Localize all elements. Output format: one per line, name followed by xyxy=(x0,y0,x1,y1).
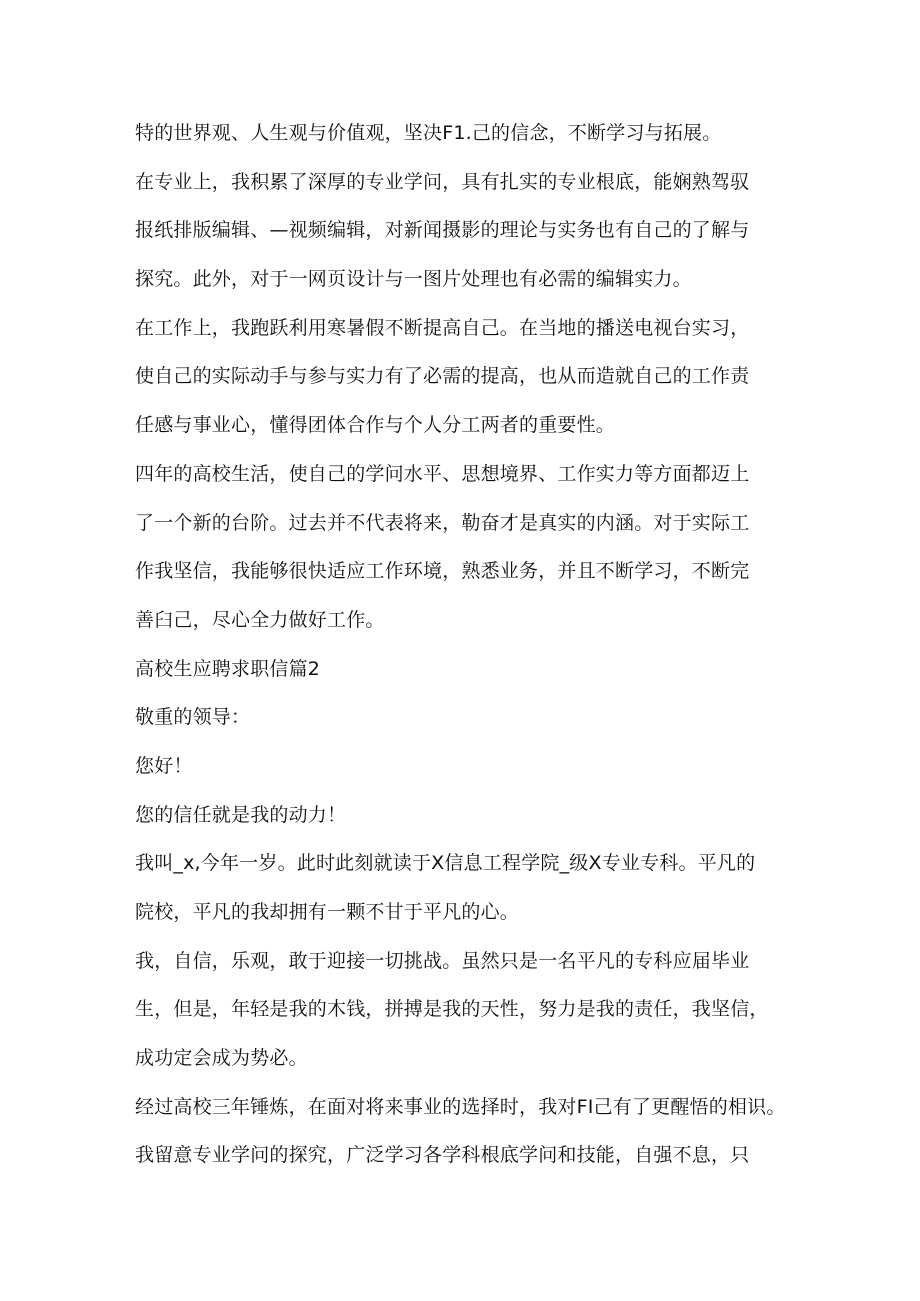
text-line: 院校，平凡的我却拥有一颗不甘于平凡的心。 xyxy=(135,901,520,923)
text-line: 您的信任就是我的动力！ xyxy=(135,803,347,826)
text-line: 报纸排版编辑、—视频编辑，对新闻摄影的理论与实务也有自己的了解与 xyxy=(135,219,750,242)
text-line: 使自己的实际动手与参与实力有了必需的提高，也从而造就自己的工作责 xyxy=(135,365,750,388)
text-line: 探究。此外，对于一网页设计与一图片处理也有必需的编辑实力。 xyxy=(135,268,692,291)
text-line: 善臼己，尽心全力做好工作。 xyxy=(135,608,385,631)
document-body xyxy=(135,113,800,1184)
text-line: 生，但是，年轻是我的木钱，拼搏是我的天性，努力是我的责任，我坚信， xyxy=(135,998,769,1021)
text-line: 经过高校三年锤炼，在面对将来事业的选择时，我对FI己有了更醒悟的相识。 xyxy=(135,1095,786,1118)
text-line: 作我坚信，我能够很快适应工作环境，熟悉业务，并且不断学习，不断完 xyxy=(135,560,750,583)
text-line: 四年的高校生活，使自己的学问水平、思想境界、工作实力等方面都迈上 xyxy=(135,462,750,485)
text-line: 任感与事业心，懂得团体合作与个人分工两者的重要性。 xyxy=(135,414,616,437)
text-line: 成功定会成为势必。 xyxy=(135,1047,308,1070)
greeting: 您好！ xyxy=(135,754,193,777)
text-line: 我叫_x,今年一岁。此时此刻就读于X信息工程学院_级X专业专科。平凡的 xyxy=(135,852,756,875)
text-line: 了一个新的台阶。过去并不代表将来，勒奋才是真实的内涵。对于实际工 xyxy=(135,511,750,534)
text-line: 我留意专业学问的探究，广泛学习各学科根底学问和技能，自强不息，只 xyxy=(135,1144,750,1167)
salutation: 敬重的领导： xyxy=(135,706,251,729)
text-line: 在专业上，我积累了深厚的专业学问，具有扎实的专业根底，能娴熟驾驭 xyxy=(135,170,750,193)
text-line: 我，自信，乐观，敢于迎接一切挑战。虽然只是一名平凡的专科应届毕业 xyxy=(135,949,750,972)
text-line: 在工作上，我跑跃利用寒暑假不断提高自己。在当地的播送电视台实习， xyxy=(135,316,750,339)
section-heading: 高校生应聘求职信篇2 xyxy=(135,657,321,680)
text-line: 特的世界观、人生观与价值观，坚决F1.己的信念，不断学习与拓展。 xyxy=(135,122,722,144)
